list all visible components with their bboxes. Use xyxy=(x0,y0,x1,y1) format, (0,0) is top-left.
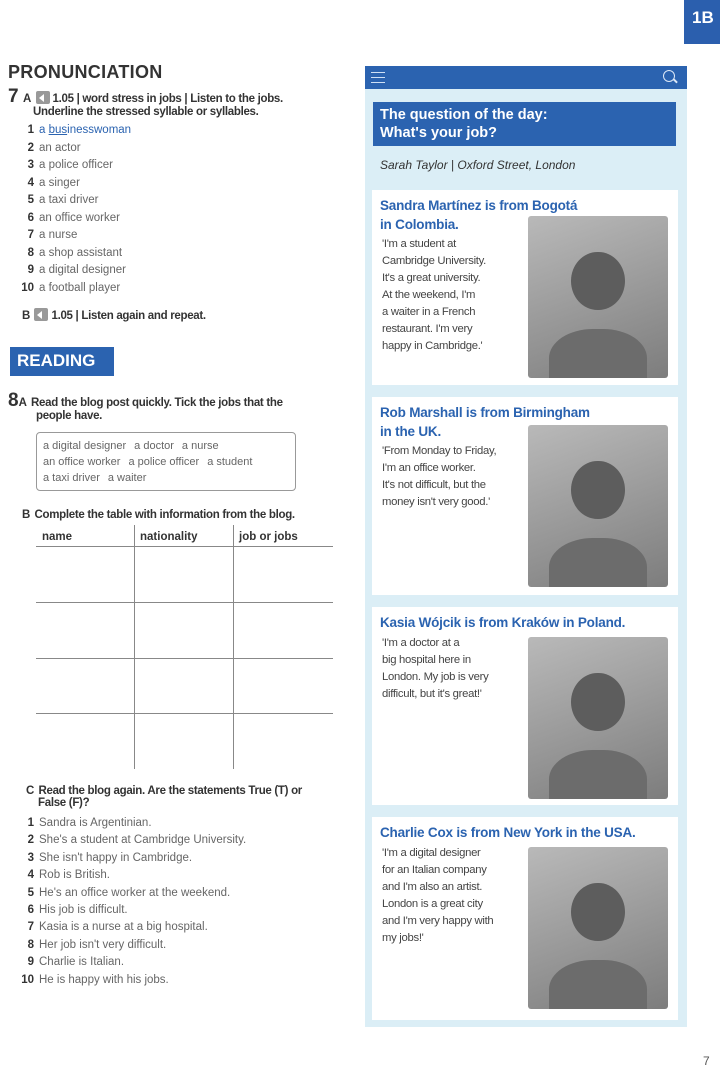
word-box-row xyxy=(43,454,289,470)
exercise-7a: 7 A 1.05 | word stress in jobs | Listen to the jobs. xyxy=(8,86,283,107)
statement[interactable] xyxy=(18,817,246,834)
heading-line: in Colombia. xyxy=(380,217,459,232)
person-head xyxy=(571,461,624,519)
exercise-letter: A xyxy=(23,93,32,105)
item-number: 2 xyxy=(27,141,34,154)
heading-line: Sandra Martínez is from Bogotá xyxy=(380,198,578,213)
text-line: and I'm very happy with xyxy=(382,915,494,927)
text-line: a waiter in a French xyxy=(382,306,476,318)
text-line: It's a great university. xyxy=(382,272,481,284)
person-head xyxy=(571,883,624,941)
table-cell[interactable] xyxy=(36,547,333,769)
item-number: 2 xyxy=(27,834,34,847)
item-number: 4 xyxy=(27,869,34,882)
text-line: 'I'm a digital designer xyxy=(382,847,481,859)
instruction: Listen to the jobs. xyxy=(190,93,283,105)
statement[interactable] xyxy=(18,852,246,869)
track-number: 1.05 xyxy=(52,93,74,105)
info-table xyxy=(36,527,333,769)
item-number: 8 xyxy=(27,938,34,951)
blog-post xyxy=(372,817,678,1020)
instruction-line2: False (F)? xyxy=(38,797,90,809)
statement[interactable] xyxy=(18,834,246,851)
word-option: a doctor xyxy=(134,440,174,452)
statement-text: Kasia is a nurse at a big hospital. xyxy=(39,921,208,934)
blog-post xyxy=(372,607,678,805)
audio-icon[interactable] xyxy=(36,91,50,104)
statement[interactable] xyxy=(18,939,246,956)
text-line: At the weekend, I'm xyxy=(382,289,476,301)
statement-text: He's an office worker at the weekend. xyxy=(39,886,231,899)
blog-title: The question of the day: What's your job? xyxy=(373,102,676,146)
exercise-7b: B 1.05 | Listen again and repeat. xyxy=(22,310,206,322)
item-number: 1 xyxy=(27,817,34,829)
word-option: a digital designer xyxy=(43,440,127,452)
heading-line: Charlie Cox is from New York in the USA. xyxy=(380,825,636,840)
reading-heading: READING xyxy=(10,347,114,376)
word-option: a waiter xyxy=(107,472,147,484)
statements-list xyxy=(18,817,246,991)
person-head xyxy=(571,252,624,310)
unit-tab: 1B xyxy=(684,0,720,44)
word-option: an office worker xyxy=(43,456,121,468)
item-number: 9 xyxy=(27,956,34,969)
word-option: a taxi driver xyxy=(43,472,100,484)
item-number: 10 xyxy=(21,973,34,986)
exercise-8b: B Complete the table with information from the blog. xyxy=(22,509,295,521)
item-number: 4 xyxy=(27,176,34,189)
blog-nav-bar xyxy=(365,66,687,89)
instruction-line2: people have. xyxy=(36,410,103,422)
statement[interactable] xyxy=(18,956,246,973)
item-number: 5 xyxy=(27,194,34,206)
item-number: 8 xyxy=(27,246,34,259)
word-option: a student xyxy=(207,456,253,468)
word-box-row xyxy=(43,438,289,454)
text-line: It's not difficult, but the xyxy=(382,479,486,491)
statement-text: Rob is British. xyxy=(39,869,110,882)
page-number: 7 xyxy=(703,1054,710,1068)
pronunciation-list xyxy=(18,124,131,299)
word-option: a police officer xyxy=(128,456,200,468)
topic: word stress in jobs xyxy=(82,93,182,105)
statement-text: His job is difficult. xyxy=(39,903,128,916)
item-text: a taxi driver xyxy=(39,194,99,206)
item-number: 6 xyxy=(27,211,34,224)
list-item xyxy=(18,194,131,212)
item-text: a nurse xyxy=(39,229,78,241)
list-item xyxy=(18,264,131,282)
statement[interactable] xyxy=(18,974,246,991)
text-line: happy in Cambridge.' xyxy=(382,340,483,352)
word-option: a nurse xyxy=(181,440,219,452)
text-line: big hospital here in xyxy=(382,654,471,666)
text-line: difficult, but it's great!' xyxy=(382,688,482,700)
person-body xyxy=(549,538,647,587)
photo-charlie xyxy=(528,847,668,1009)
text-line: restaurant. I'm very xyxy=(382,323,473,335)
post-text xyxy=(382,443,496,511)
text-line: and I'm also an artist. xyxy=(382,881,483,893)
exercise-8a: 8A Read the blog post quickly. Tick the jobs that the xyxy=(8,390,283,411)
heading-line: Kasia Wójcik is from Kraków in Poland. xyxy=(380,615,626,630)
item-text: a shop assistant xyxy=(39,246,123,259)
post-heading xyxy=(380,613,625,632)
statement-text: She isn't happy in Cambridge. xyxy=(39,851,193,864)
item-text: a digital designer xyxy=(39,264,126,276)
statement[interactable] xyxy=(18,921,246,938)
list-item xyxy=(18,229,131,247)
photo-sandra xyxy=(528,216,668,378)
exercise-number: 7 xyxy=(8,86,19,107)
list-item: 1 a businesswoman xyxy=(27,124,132,136)
text-line: I'm an office worker. xyxy=(382,462,476,474)
list-item xyxy=(18,142,131,160)
post-text xyxy=(382,845,493,947)
post-text xyxy=(382,236,486,355)
text-line: London. My job is very xyxy=(382,671,489,683)
text-line: Cambridge University. xyxy=(382,255,486,267)
post-heading xyxy=(380,823,636,842)
blog-post xyxy=(372,397,678,595)
list-item xyxy=(18,212,131,230)
table-header: name xyxy=(42,531,73,543)
statement[interactable] xyxy=(18,869,246,886)
item-text: an actor xyxy=(39,141,81,154)
statement-text: Charlie is Italian. xyxy=(39,956,125,969)
statement[interactable] xyxy=(18,887,246,904)
item-text: a football player xyxy=(39,281,121,294)
table-header: nationality xyxy=(140,531,198,543)
instruction-line2: Underline the stressed syllable or syllables. xyxy=(33,106,259,118)
word-box-row xyxy=(43,470,289,486)
list-item xyxy=(18,247,131,265)
search-icon[interactable] xyxy=(663,70,675,82)
list-item xyxy=(18,159,131,177)
table-header: job or jobs xyxy=(239,531,298,543)
word-box xyxy=(36,432,296,491)
audio-icon[interactable] xyxy=(34,308,48,321)
person-head xyxy=(571,673,624,731)
item-number: 5 xyxy=(27,886,34,899)
item-number: 3 xyxy=(27,851,34,864)
text-line: for an Italian company xyxy=(382,864,487,876)
item-number: 7 xyxy=(27,921,34,934)
person-body xyxy=(549,329,647,378)
photo-kasia xyxy=(528,637,668,799)
heading-line: in the UK. xyxy=(380,424,441,439)
item-number: 9 xyxy=(27,264,34,276)
statement-text: Sandra is Argentinian. xyxy=(39,817,152,829)
text-line: money isn't very good.' xyxy=(382,496,490,508)
text-line: London is a great city xyxy=(382,898,483,910)
exercise-8c: C Read the blog again. Are the statements True (T) or xyxy=(26,785,302,797)
list-item xyxy=(18,177,131,195)
post-text xyxy=(382,635,488,703)
list-item xyxy=(18,282,131,300)
item-number: 7 xyxy=(27,229,34,241)
item-number: 10 xyxy=(21,281,34,294)
person-body xyxy=(549,960,647,1009)
statement-text: He is happy with his jobs. xyxy=(39,973,169,986)
blog-post xyxy=(372,190,678,385)
person-body xyxy=(549,750,647,799)
statement-text: Her job isn't very difficult. xyxy=(39,938,167,951)
heading-line: Rob Marshall is from Birmingham xyxy=(380,405,590,420)
menu-icon[interactable] xyxy=(371,72,385,83)
item-number: 3 xyxy=(27,159,34,171)
photo-rob xyxy=(528,425,668,587)
item-text: a singer xyxy=(39,176,80,189)
text-line: 'I'm a doctor at a xyxy=(382,637,460,649)
item-number: 6 xyxy=(27,903,34,916)
text-line: my jobs!' xyxy=(382,932,424,944)
statement-text: She's a student at Cambridge University. xyxy=(39,834,247,847)
pronunciation-heading: PRONUNCIATION xyxy=(8,62,163,82)
item-text: an office worker xyxy=(39,211,120,224)
blog-author: Sarah Taylor | Oxford Street, London xyxy=(380,158,576,172)
item-text: a police officer xyxy=(39,159,113,171)
statement[interactable] xyxy=(18,904,246,921)
text-line: 'I'm a student at xyxy=(382,238,456,250)
text-line: 'From Monday to Friday, xyxy=(382,445,497,457)
